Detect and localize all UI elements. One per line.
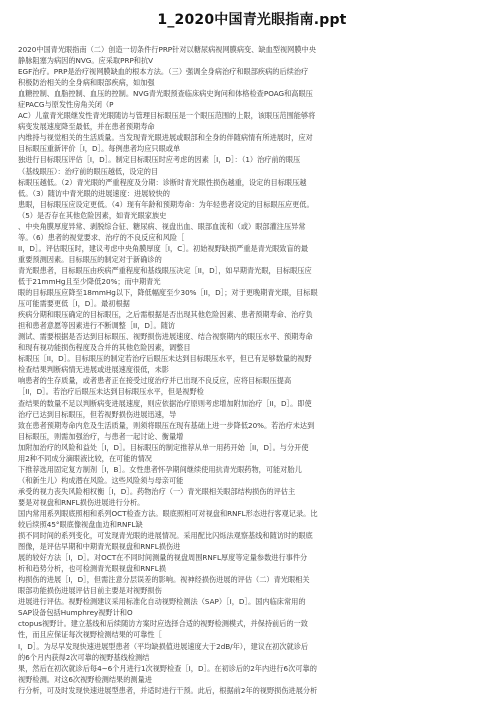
body-line: 标眼压［II，D］。目标眼压的制定若治疗后眼压未达到目标眼压水平，但已有足够数量的视野 (18, 354, 312, 364)
body-line: 等。（6）患者的视觉要求、治疗的不良反应和风险［ (18, 232, 185, 242)
body-line: 眼部功能损伤进展评估目前主要是对视野损伤 (18, 586, 162, 596)
body-line: （5）是否存在其他危险因素，如青光眼家族史 (18, 210, 167, 220)
body-line: 青光眼患者，目标眼压由疾病严重程度和基线眼压决定［II，D］，如早期青光眼，目标眼压应 (18, 265, 312, 275)
body-line: 目标眼压，则需加强治疗，与患者一起讨论、衡量增 (18, 431, 184, 441)
body-line: 视野检测。对这6次视野检测结果的测量进 (18, 674, 152, 684)
body-line: 2020中国青光眼指南（二）创造一切条件行PRP针对以糖尿病视网膜病变、缺血型视网膜中央 (18, 45, 316, 54)
body-line: 承受的视力丧失风险相权衡［I，D］。药物治疗（一）青光眼相关眼部结构损伤的评估主 (18, 486, 296, 496)
body-line: （基线眼压）：治疗前的眼压越低，设定的目 (18, 166, 159, 176)
body-line: 疾病分期和眼压确定的目标眼压，之后需根据是否出现其他危险因素、患者预期寿命、治疗负 (18, 310, 313, 320)
body-line: 静脉阻塞为病因的NVG。应采取PRP和抗V (18, 56, 154, 66)
body-line: 、中央角膜厚度异常、剥脱综合征、糖尿病、视盘出血、眼部血流和（或）眼部灌注压异常 (18, 221, 306, 231)
body-line: 患眼，目标眼压应设定更低。（4）现有年龄和预期寿命：为年轻患者设定的目标眼压应更低。 (18, 199, 314, 209)
body-line: 查结果的数量不足以判断病变进展速度，则应依据治疗原则考虑增加附加治疗［II，D］。即使 (18, 398, 312, 408)
body-line: 和现有视功能损伤程度及合并的其他危险因素，调整目 (18, 343, 191, 353)
body-line: 目标眼压重新评价［I，D］。每例患者均应只眼或单 (18, 144, 181, 154)
body-line: 行分析，可及时发现快速进展型患者，并适时进行干预。此后，根据前2年的视野损伤进展分析 (18, 685, 318, 695)
body-line: ctopus视野计。建立基线和后续随访方案时应选择合适的视野检测模式，并保持前后的一致 (18, 619, 308, 629)
body-line: EGF治疗。PRP是治疗视网膜缺血的根本方法。（三）强调全身病治疗和眼部疾病的后续治疗 (18, 67, 309, 77)
body-line: 重要预测因素。目标眼压的制定对于新确诊的 (18, 254, 162, 264)
body-line: 构损伤的进展［I，D］，但需注意分层误差的影响。视神经损伤进展的评估（二）青光眼相关 (18, 575, 310, 585)
body-line: SAP设备包括Humphrey视野计和O (18, 608, 133, 618)
body-line: 治疗已达到目标眼压，但若视野损伤进展迅速，导 (18, 409, 177, 419)
body-line: AC）儿童青光眼继发性青光眼随访与管理目标眼压是一个眼压范围的上限，该眼压范围能够将 (18, 111, 316, 121)
body-line: 析和趋势分析，也可检测青光眼视盘和RNFL损 (18, 564, 166, 574)
body-line: （和新生儿）构成潜在风险。这些风险须与母亲可能 (18, 475, 184, 485)
body-line: 下推荐选用固定复方制剂［I，B］。女性患者怀孕期间继续使用抗青光眼药物，可能对胎儿 (18, 464, 302, 474)
body-line: 国内常用系列眼底照相和系列OCT检查方法。眼底照相可对视盘和RNFL形态进行客观记录。比 (18, 508, 318, 518)
body-line: 展的较好方法［I，D］。对OCT在不同时间测量的视盘周围RNFL厚度等定量参数进行事件分 (18, 553, 308, 563)
body-line: 检查结果判断病情无进展或进展速度很低，未影 (18, 365, 169, 375)
body-line: 的6个月内获得2次可靠的视野基线检测结 (18, 652, 150, 662)
body-line: 损不同时间的系列变化，可发现青光眼的进展情况。采用配比闪烁法观察基线和随访时的眼底 (18, 531, 313, 541)
body-line: 低。（3）随访中青光眼的进展速度：进展较快的 (18, 188, 170, 198)
body-line: 加附加治疗的风险和益处［I，D］。目标眼压的制定推荐从单一用药开始［II，D］。与分开使 (18, 442, 309, 452)
body-line: 血糖控制、血脂控制、血压的控制。NVG青光眼预查临床病史询问和体格检查POAG和高眼压 (18, 89, 313, 99)
document-body (18, 44, 490, 696)
body-line: 要是对视盘和RNFL损伤进展进行分析。 (18, 497, 145, 507)
body-line: 进展进行评估。视野检测建议采用标准化自动视野检测法（SAP）［I，D］。国内临床常用的 (18, 597, 306, 607)
body-line: 性，而且应保证每次视野检测结果的可靠性［ (18, 630, 162, 640)
body-line: 致在患者预期寿命内危及生活质量，则须将眼压在现有基础上进一步降低20%。若治疗未达到 (18, 420, 315, 430)
body-line: 担和患者意愿等因素进行不断调整［II，D］。随访 (18, 321, 176, 331)
body-line: 测试、需要根据是否达到目标眼压、视野损伤进展速度、结合视察期内的眼压水平、预期寿命 (18, 332, 313, 342)
body-line: 内维持与视觉相关的生活质量。当发现青光眼进展或眼部和全身的伴随病情有所进展时，应对 (18, 133, 313, 143)
body-line: 标眼压越低。（2）青光眼的严重程度及分期：诊断时青光眼性损伤越重，设定的目标眼压越 (18, 177, 307, 187)
body-line: 果，然后在初次就诊后每4~6个月进行1次视野检查［I，D］。在初诊后的2年内进行6次可靠的 (18, 663, 317, 673)
body-line: 响患者的生存质量，或者患者正在接受过度治疗并已出现不良反应，应将目标眼压提高 (18, 376, 292, 386)
document-title: 1_2020中国青光眼指南.ppt (157, 12, 347, 28)
body-line: I，D］。为尽早发现快速进展型患者（平均缺损值进展速度大于2dB/年），建议在初次就诊后 (18, 641, 309, 651)
body-line: ［II，D］。若治疗后眼压未达到目标眼压水平，但是视野检 (18, 387, 204, 397)
body-line: 用2种不同成分滴眼液比较，在可能的情况 (18, 453, 152, 463)
body-line: 独进行目标眼压评估［I，D］。制定目标眼压时应考虑的因素［I，D］：（1）治疗前的眼压 (18, 155, 301, 165)
body-line: 眼的目标眼压应降至18mmHg以下，降低幅度至少30%［II，D］；对于更晚期青光眼，目标眼 (18, 288, 318, 298)
body-line: 图像，是评估早期和中期青光眼视盘和RNFL损伤进 (18, 542, 181, 552)
body-line: II，D］。评估眼压时，建议考虑中央角膜厚度［I，C］。初始视野缺损严重是青光眼致盲的最 (18, 243, 309, 253)
body-line: 低于21mmHg且至少降低20%；而中期青光 (18, 276, 161, 286)
body-line: 病变发展速度降至最低，并在患者预期寿命 (18, 122, 155, 132)
body-line: 较后续照45°眼底像视盘血边和RNFL缺 (18, 520, 143, 530)
body-line: 压可能需要更低［I，D］。最初根据 (18, 299, 130, 309)
body-line: 积极防治相关的全身病和眼部疾病，如加强 (18, 78, 155, 88)
body-line: 症PACG与原发性房角关闭（P (18, 100, 114, 110)
